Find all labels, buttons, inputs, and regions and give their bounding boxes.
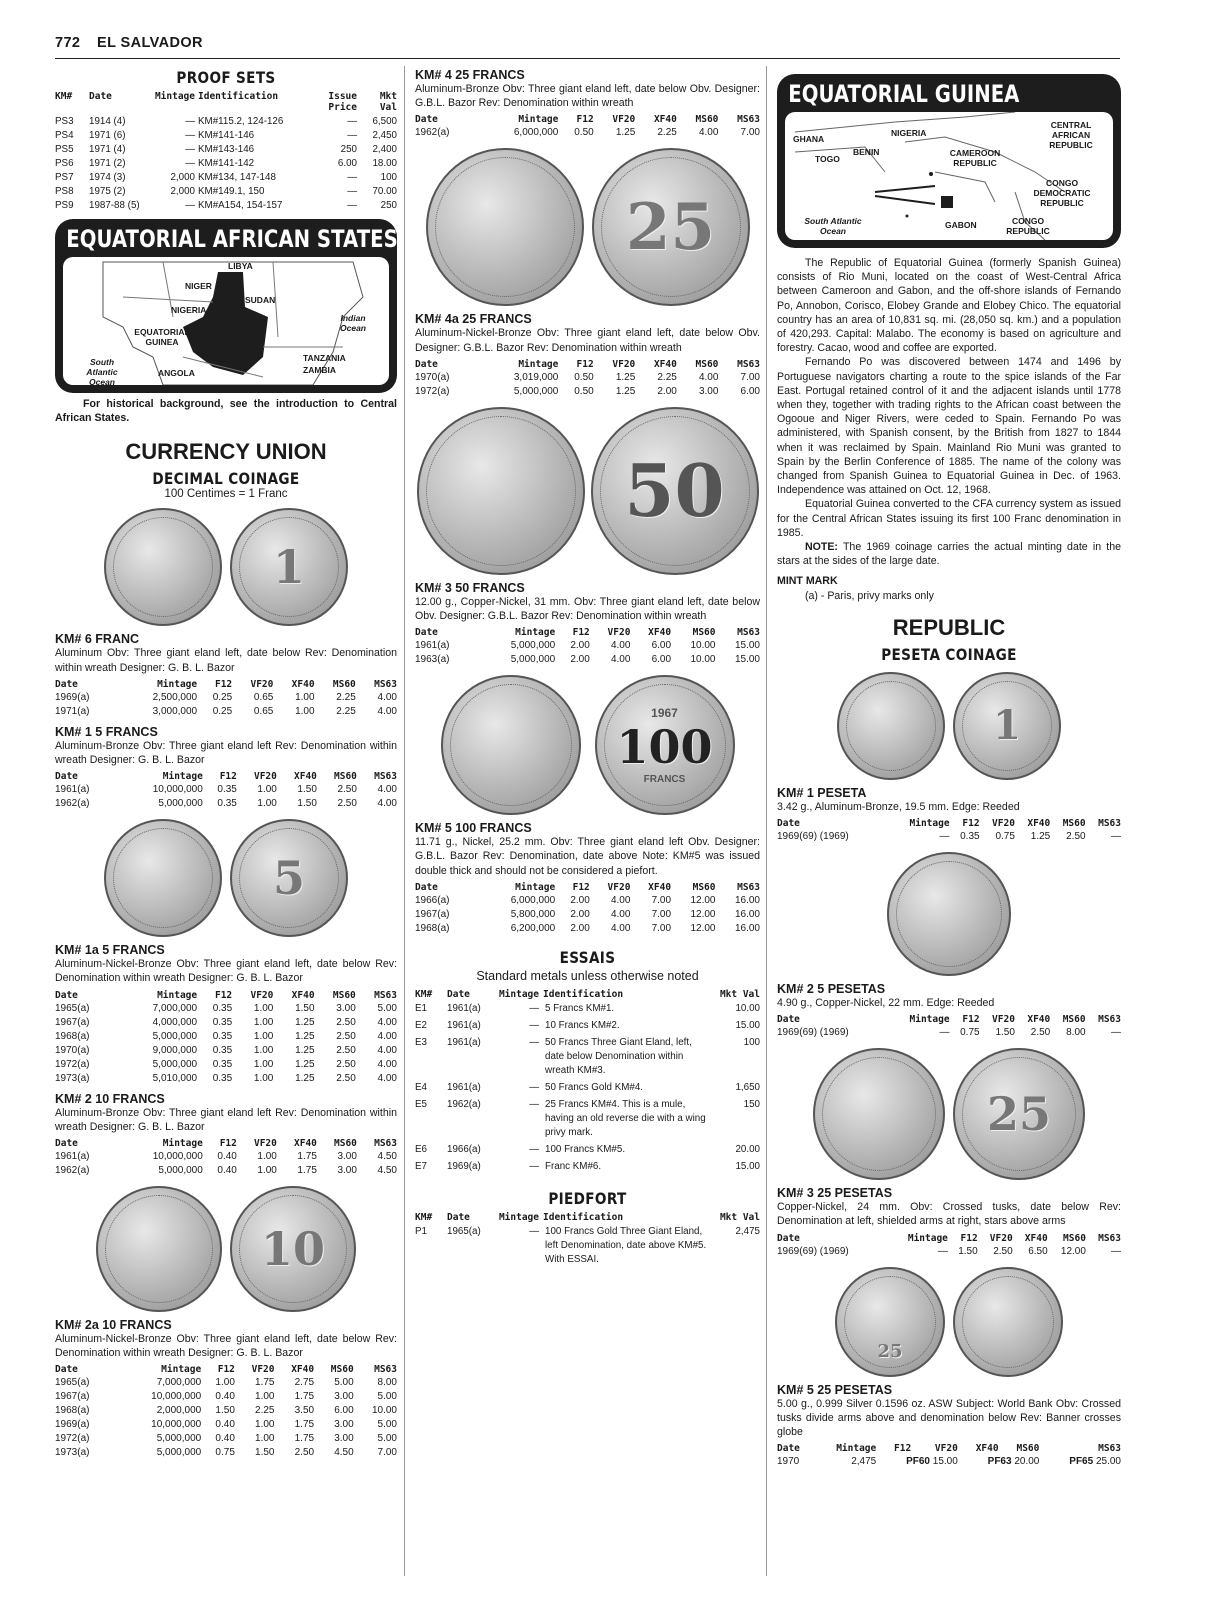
running-head: EL SALVADOR bbox=[97, 35, 203, 51]
coin-images bbox=[777, 672, 1121, 780]
table-row: E2 1961(a) — 10 Francs KM#2. 15.00 bbox=[415, 1019, 760, 1031]
table-row: E7 1969(a) — Franc KM#6. 15.00 bbox=[415, 1160, 760, 1172]
coin-images bbox=[55, 1186, 397, 1312]
proof-sets-table bbox=[55, 91, 397, 213]
table-row: 1965(a) 7,000,000 1.00 1.75 2.75 5.00 8.00 bbox=[55, 1377, 397, 1389]
coin-obverse-image bbox=[417, 407, 585, 575]
grade-table bbox=[777, 1012, 1121, 1040]
table-row: 1970 2,475 PF60 15.00 PF63 20.00 PF65 25.00 bbox=[777, 1456, 1121, 1468]
coin-images bbox=[415, 407, 760, 575]
table-row: 1969(69) (1969) — 1.50 2.50 6.50 12.00 — bbox=[777, 1245, 1121, 1257]
coin-reverse-image: 10 bbox=[230, 1186, 356, 1312]
km5-entry: KM# 5 100 FRANCS 11.71 g., Nickel, 25.2 mm. Obv: Three giant eland left Obv. Designer: G.B.L. Bazor Rev: Denomination, date above Note: KM#5 was issued double thick and should not be considered a piefort. Date Mintage F12 VF20 XF40 MS60 MS63 1966(a) 6,000,000 2.00 4.00 7.00 12.00 16.00 1967(a) 5,800,000 2.00 4.00 7.00 12.00 16.00 1968(a) 6,200,000 2.00 4.00 7.00 12.00 16.00 bbox=[415, 821, 760, 934]
table-row: PS4 1971 (6) — KM#141-146 — 2,450 bbox=[55, 130, 397, 141]
table-row: 1973(a) 5,010,000 0.35 1.00 1.25 2.50 4.00 bbox=[55, 1072, 397, 1084]
page-number: 772 bbox=[55, 35, 81, 51]
table-row: 1961(a) 5,000,000 2.00 4.00 6.00 10.00 15.00 bbox=[415, 640, 760, 652]
denomination-ratio: 100 Centimes = 1 Franc bbox=[164, 488, 288, 501]
decimal-coinage-title: DECIMAL COINAGE bbox=[152, 469, 300, 489]
table-header: KM# Date Mintage Identification Mkt Val bbox=[415, 1211, 760, 1223]
table-header: Date Mintage F12 VF20 XF40 MS60 MS63 bbox=[55, 1364, 397, 1376]
column-rule bbox=[404, 66, 405, 1576]
table-header: KM# Date Mintage Identification Issue Price Mkt Val bbox=[55, 91, 397, 113]
table-header: Date Mintage F12 VF20 XF40 MS60 MS63 bbox=[55, 678, 397, 690]
banner-title: EQUATORIAL AFRICAN STATES bbox=[66, 225, 398, 253]
table-row: 1967(a) 4,000,000 0.35 1.00 1.25 2.50 4.00 bbox=[55, 1016, 397, 1028]
km6-entry: KM# 6 FRANC Aluminum Obv: Three giant eland left, date below Rev: Denomination within wreath Designer: G. B. L. Bazor Date Mintage F12 VF20 XF40 MS60 MS63 1969(a) 2,500,000 0.25 0.65 1.00 2.25 4.00 1971(a) 3,000,000 0.25 0.65 1.00 2.25 4.00 bbox=[55, 632, 397, 717]
table-row: 1968(a) 2,000,000 1.50 2.25 3.50 6.00 10.00 bbox=[55, 1405, 397, 1417]
table-row: 1973(a) 5,000,000 0.75 1.50 2.50 4.50 7.00 bbox=[55, 1447, 397, 1459]
coin-images bbox=[415, 675, 760, 815]
historical-note: For historical background, see the introduction to Central African States. bbox=[55, 398, 397, 425]
table-row: E3 1961(a) — 50 Francs Three Giant Eland, left, date below Denomination within wreath KM#3. 100 bbox=[415, 1036, 760, 1076]
table-row: 1961(a) 10,000,000 0.35 1.00 1.50 2.50 4.00 bbox=[55, 784, 397, 796]
table-row: E5 1962(a) — 25 Francs KM#4. This is a mule, having an old reverse die with a wing privy mark. 150 bbox=[415, 1098, 760, 1138]
table-header: Date Mintage F12 VF20 XF40 MS60 MS63 bbox=[55, 989, 397, 1001]
table-row: 1969(69) (1969) — 0.35 0.75 1.25 2.50 — bbox=[777, 831, 1121, 843]
coin-reverse-image: 25 bbox=[592, 148, 750, 306]
grade-table bbox=[777, 1231, 1121, 1259]
table-row: 1969(69) (1969) — 0.75 1.50 2.50 8.00 — bbox=[777, 1027, 1121, 1039]
grade-table bbox=[55, 677, 397, 719]
section-title: PROOF SETS bbox=[176, 68, 276, 87]
table-header: Date Mintage F12 VF20 XF40 MS60 MS63 bbox=[415, 358, 760, 370]
table-row: PS8 1975 (2) 2,000 KM#149.1, 150 — 70.00 bbox=[55, 186, 397, 197]
column-3 bbox=[777, 66, 1121, 1469]
table-row: 1972(a) 5,000,000 0.50 1.25 2.00 3.00 6.00 bbox=[415, 385, 760, 397]
km4a-entry: KM# 4a 25 FRANCS Aluminum-Nickel-Bronze Obv: Three giant eland left, date below Obv. Designer: G.B.L. Bazor Rev: Denomination within wreath Date Mintage F12 VF20 XF40 MS60 MS63 1970(a) 3,019,000 0.50 1.25 2.25 4.00 7.00 1972(a) 5,000,000 0.50 1.25 2.00 3.00 6.00 bbox=[415, 312, 760, 397]
table-row: 1968(a) 6,200,000 2.00 4.00 7.00 12.00 16.00 bbox=[415, 922, 760, 934]
km3p-entry: KM# 3 25 PESETAS Copper-Nickel, 24 mm. Obv: Crossed tusks, date below Rev: Denomination at left, shielded arms at right, stars above arms Date Mintage F12 VF20 XF40 MS60 MS63 1969(69) (1969) — 1.50 2.50 6.50 12.00 — bbox=[777, 1186, 1121, 1257]
table-row: 1962(a) 5,000,000 0.35 1.00 1.50 2.50 4.00 bbox=[55, 798, 397, 810]
grade-table bbox=[55, 988, 397, 1086]
km2p-entry: KM# 2 5 PESETAS 4.90 g., Copper-Nickel, 22 mm. Edge: Reeded Date Mintage F12 VF20 XF40 MS60 MS63 1969(69) (1969) — 0.75 1.50 2.50 8.00 — bbox=[777, 982, 1121, 1039]
coin-images bbox=[55, 819, 397, 937]
table-row: PS7 1974 (3) 2,000 KM#134, 147-148 — 100 bbox=[55, 172, 397, 183]
equatorial-african-states-banner bbox=[55, 219, 397, 393]
km1p-entry: KM# 1 PESETA 3.42 g., Aluminum-Bronze, 19.5 mm. Edge: Reeded Date Mintage F12 VF20 XF40 MS60 MS63 1969(69) (1969) — 0.35 0.75 1.25 2.50 — bbox=[777, 785, 1121, 843]
table-row: PS3 1914 (4) — KM#115.2, 124-126 — 6,500 bbox=[55, 116, 397, 127]
essais-table bbox=[415, 989, 760, 1177]
banner-title: EQUATORIAL GUINEA bbox=[788, 80, 1020, 108]
piedfort-title: PIEDFORT bbox=[548, 1188, 627, 1208]
note-paragraph: NOTE: The 1969 coinage carries the actual minting date in the stars at the sides of the large date. bbox=[777, 541, 1121, 568]
coin-reverse-image: 50 bbox=[591, 407, 759, 575]
grade-table bbox=[55, 1136, 397, 1178]
table-header: Date Mintage F12 VF20 XF40 MS60 MS63 bbox=[55, 1138, 397, 1150]
table-row: 1963(a) 5,000,000 2.00 4.00 6.00 10.00 15.00 bbox=[415, 654, 760, 666]
table-row: 1969(a) 2,500,000 0.25 0.65 1.00 2.25 4.00 bbox=[55, 691, 397, 703]
history-paragraph: Fernando Po was discovered between 1474 and 1496 by Portuguese navigators charting a route to the spice islands of the Far East. Portugal retained control of it and the adjacent islands until 1778 when they, together with trading rights to the African coast between the Ogooue and Niger Rivers, were ceded to Spain. Fernando Po was administered, with Spanish consent, by the British from 1827 to 1844 when it was reclaimed by Spain. Mainland Rio Muni was granted to Spain by the Berlin Conference of 1885. The name of the colony was changed from Spanish Guinea to Equatorial Guinea in Dec. of 1963. Independence was attained on Oct. 12, 1968. bbox=[777, 356, 1121, 497]
coin-reverse-image: 1 bbox=[953, 672, 1061, 780]
essais-title: ESSAIS bbox=[559, 947, 616, 967]
km5p-entry: KM# 5 25 PESETAS 5.00 g., 0.999 Silver 0.1596 oz. ASW Subject: World Bank Obv: Crossed tusks divide arms above and denomination below Rev: Banner crosses globe Date Mintage F12 VF20 XF40 MS60 MS63 1970 2,475 PF60 15.00 PF63 20.00 PF65 25.00 bbox=[777, 1382, 1121, 1468]
grade-table bbox=[777, 816, 1121, 844]
table-row: 1972(a) 5,000,000 0.40 1.00 1.75 3.00 5.00 bbox=[55, 1433, 397, 1445]
coin-obverse-image bbox=[441, 675, 581, 815]
table-row: 1967(a) 5,800,000 2.00 4.00 7.00 12.00 16.00 bbox=[415, 908, 760, 920]
piedfort-table bbox=[415, 1212, 760, 1270]
column-2 bbox=[415, 66, 760, 1270]
coin-images bbox=[415, 148, 760, 306]
table-row: E4 1961(a) — 50 Francs Gold KM#4. 1,650 bbox=[415, 1081, 760, 1093]
table-row: 1961(a) 10,000,000 0.40 1.00 1.75 3.00 4.50 bbox=[55, 1151, 397, 1163]
coin-images bbox=[55, 508, 397, 626]
essais-subtitle: Standard metals unless otherwise noted bbox=[476, 968, 699, 983]
coin-obverse-image bbox=[104, 508, 222, 626]
table-header: Date Mintage F12 VF20 XF40 MS60 MS63 bbox=[777, 1014, 1121, 1026]
page-header bbox=[55, 32, 1120, 59]
table-row: PS9 1987-88 (5) — KM#A154, 154-157 — 250 bbox=[55, 200, 397, 211]
table-row: E6 1966(a) — 100 Francs KM#5. 20.00 bbox=[415, 1143, 760, 1155]
grade-table bbox=[55, 769, 397, 811]
table-row: PS6 1971 (2) — KM#141-142 6.00 18.00 bbox=[55, 158, 397, 169]
mint-mark-text: (a) - Paris, privy marks only bbox=[805, 589, 934, 602]
km1-entry: KM# 1 5 FRANCS Aluminum-Bronze Obv: Three giant eland left Rev: Denomination within wreath Designer: G. B. L. Bazor Date Mintage F12 VF20 XF40 MS60 MS63 1961(a) 10,000,000 0.35 1.00 1.50 2.50 4.00 1962(a) 5,000,000 0.35 1.00 1.50 2.50 4.00 bbox=[55, 724, 397, 810]
km1a-entry: KM# 1a 5 FRANCS Aluminum-Nickel-Bronze Obv: Three giant eland left, date below Rev: Denomination within wreath Designer: G. B. L. Bazor Date Mintage F12 VF20 XF40 MS60 MS63 1965(a) 7,000,000 0.35 1.00 1.50 3.00 5.00 1967(a) 4,000,000 0.35 1.00 1.25 2.50 4.00 1968(a) 5,000,000 0.35 1.00 1.25 2.50 4.00 1970(a) 9,000,000 0.35 1.00 1.25 2.50 4.00 1972(a) 5,000,000 0.35 1.00 1.25 2.50 4.00 1973(a) 5,010,000 0.35 1.00 1.25 2.50 4.00 bbox=[55, 943, 397, 1084]
mint-mark-title: MINT MARK bbox=[777, 575, 838, 588]
coin-images bbox=[777, 1048, 1121, 1180]
column-1 bbox=[55, 66, 397, 1460]
table-header: Date Mintage F12 VF20 XF40 MS60 MS63 bbox=[777, 1232, 1121, 1244]
table-row: 1968(a) 5,000,000 0.35 1.00 1.25 2.50 4.00 bbox=[55, 1030, 397, 1042]
grade-table bbox=[415, 625, 760, 667]
coin-obverse-image bbox=[887, 852, 1011, 976]
coin-images bbox=[777, 852, 1121, 976]
km2-entry: KM# 2 10 FRANCS Aluminum-Bronze Obv: Three giant eland left Rev: Denomination within wreath Designer: G. B. L. Bazor Date Mintage F12 VF20 XF40 MS60 MS63 1961(a) 10,000,000 0.40 1.00 1.75 3.00 4.50 1962(a) 5,000,000 0.40 1.00 1.75 3.00 4.50 bbox=[55, 1091, 397, 1177]
km4-entry: KM# 4 25 FRANCS Aluminum-Bronze Obv: Three giant eland left, date below Obv. Designer: G.B.L. Bazor Rev: Denomination within wreath Date Mintage F12 VF20 XF40 MS60 MS63 1962(a) 6,000,000 0.50 1.25 2.25 4.00 7.00 bbox=[415, 68, 760, 139]
table-header: KM# Date Mintage Identification Mkt Val bbox=[415, 988, 760, 1000]
table-header: Date Mintage F12 VF20 XF40 MS60 MS63 bbox=[777, 818, 1121, 830]
currency-paragraph: Equatorial Guinea converted to the CFA currency system as issued for the Central African States issuing its first 100 Franc denomination in 1985. bbox=[777, 498, 1121, 539]
km2a-entry: KM# 2a 10 FRANCS Aluminum-Nickel-Bronze Obv: Three giant eland left, date below Rev: Denomination within wreath Designer: G. B. L. Bazor Date Mintage F12 VF20 XF40 MS60 MS63 1965(a) 7,000,000 1.00 1.75 2.75 5.00 8.00 1967(a) 10,000,000 0.40 1.00 1.75 3.00 5.00 1968(a) 2,000,000 1.50 2.25 3.50 6.00 10.00 1969(a) 10,000,000 0.40 1.00 1.75 3.00 5.00 1972(a) 5,000,000 0.40 1.00 1.75 3.00 5.00 1973(a) 5,000,000 0.75 1.50 2.50 4.50 7.00 bbox=[55, 1318, 397, 1459]
table-row: 1971(a) 3,000,000 0.25 0.65 1.00 2.25 4.00 bbox=[55, 705, 397, 717]
coin-reverse-image bbox=[953, 1267, 1063, 1377]
grade-table bbox=[415, 880, 760, 936]
column-rule bbox=[766, 66, 767, 1576]
table-header: Date Mintage F12 VF20 XF40 MS60 MS63 bbox=[55, 771, 397, 783]
table-row: 1962(a) 6,000,000 0.50 1.25 2.25 4.00 7.00 bbox=[415, 127, 760, 139]
coin-obverse-image bbox=[96, 1186, 222, 1312]
eg-map: GHANA NIGERIA CENTRAL AFRICAN REPUBLIC BENIN TOGO CAMEROON REPUBLIC CONGO DEMOCRATIC REPUBLIC South Atlantic Ocean GABON CONGO REPUBLIC bbox=[785, 112, 1113, 240]
table-row: PS5 1971 (4) — KM#143-146 250 2,400 bbox=[55, 144, 397, 155]
coin-obverse-image: 25 bbox=[835, 1267, 945, 1377]
coin-obverse-image bbox=[837, 672, 945, 780]
coin-obverse-image bbox=[104, 819, 222, 937]
republic-title: REPUBLIC bbox=[892, 614, 1006, 640]
table-row: 1969(a) 10,000,000 0.40 1.00 1.75 3.00 5.00 bbox=[55, 1419, 397, 1431]
table-header: Date Mintage F12 VF20 XF40 MS60 MS63 bbox=[415, 114, 760, 126]
table-row: 1967(a) 10,000,000 0.40 1.00 1.75 3.00 5.00 bbox=[55, 1391, 397, 1403]
km3-entry: KM# 3 50 FRANCS 12.00 g., Copper-Nickel, 31 mm. Obv: Three giant eland left, date below Obv. Designer: G.B.L. Bazor Rev: Denomination within wreath Date Mintage F12 VF20 XF40 MS60 MS63 1961(a) 5,000,000 2.00 4.00 6.00 10.00 15.00 1963(a) 5,000,000 2.00 4.00 6.00 10.00 15.00 bbox=[415, 580, 760, 666]
equatorial-guinea-banner bbox=[777, 74, 1121, 248]
table-row: 1966(a) 6,000,000 2.00 4.00 7.00 12.00 16.00 bbox=[415, 894, 760, 906]
coin-reverse-image: 1 bbox=[230, 508, 348, 626]
table-header: Date Mintage F12 VF20 XF40 MS60 MS63 bbox=[415, 881, 760, 893]
currency-union-title: CURRENCY UNION bbox=[125, 439, 327, 465]
table-row: 1972(a) 5,000,000 0.35 1.00 1.25 2.50 4.00 bbox=[55, 1058, 397, 1070]
table-row: 1970(a) 9,000,000 0.35 1.00 1.25 2.50 4.00 bbox=[55, 1044, 397, 1056]
table-row: 1962(a) 5,000,000 0.40 1.00 1.75 3.00 4.50 bbox=[55, 1165, 397, 1177]
grade-table bbox=[55, 1362, 397, 1460]
table-row: E1 1961(a) — 5 Francs KM#1. 10.00 bbox=[415, 1002, 760, 1014]
peseta-coinage-title: PESETA COINAGE bbox=[881, 644, 1017, 664]
coin-reverse-image: 1967 100 FRANCS bbox=[595, 675, 735, 815]
table-row: 1970(a) 3,019,000 0.50 1.25 2.25 4.00 7.00 bbox=[415, 371, 760, 383]
grade-table bbox=[415, 112, 760, 140]
grade-table bbox=[415, 357, 760, 399]
table-row: P1 1965(a) — 100 Francs Gold Three Giant Eland, left Denomination, date above KM#5. With ESSAI. 2,475 bbox=[415, 1225, 760, 1265]
eas-map: LIBYA NIGER SUDAN NIGERIA Indian Ocean EQUATORIAL GUINEA South Atlantic Ocean ANGOLA TANZANIA ZAMBIA bbox=[63, 257, 389, 385]
coin-reverse-image: 5 bbox=[230, 819, 348, 937]
table-header: Date Mintage F12 VF20 XF40 MS60 MS63 bbox=[415, 627, 760, 639]
table-row: 1965(a) 7,000,000 0.35 1.00 1.50 3.00 5.00 bbox=[55, 1002, 397, 1014]
coin-obverse-image bbox=[426, 148, 584, 306]
grade-table bbox=[777, 1441, 1121, 1469]
table-header: Date Mintage F12 VF20 XF40 MS60 MS63 bbox=[777, 1443, 1121, 1455]
coin-obverse-image bbox=[813, 1048, 945, 1180]
intro-paragraph: The Republic of Equatorial Guinea (formerly Spanish Guinea) consists of Rio Muni, located on the coast of West-Central Africa between Cameroon and Gabon, and the off-shore islands of Fernando Po, Annobon, Corisco, Elobey Grande and Elobey Chico. The equatorial country has an area of 10,831 sq. mi. (28,050 sq. km.) and a population of 420,293. Capital: Malabo. The economy is based on agriculture and forestry. Cacao, wood and coffee are exported. bbox=[777, 257, 1121, 355]
coin-reverse-image: 25 bbox=[953, 1048, 1085, 1180]
coin-images bbox=[777, 1267, 1121, 1377]
